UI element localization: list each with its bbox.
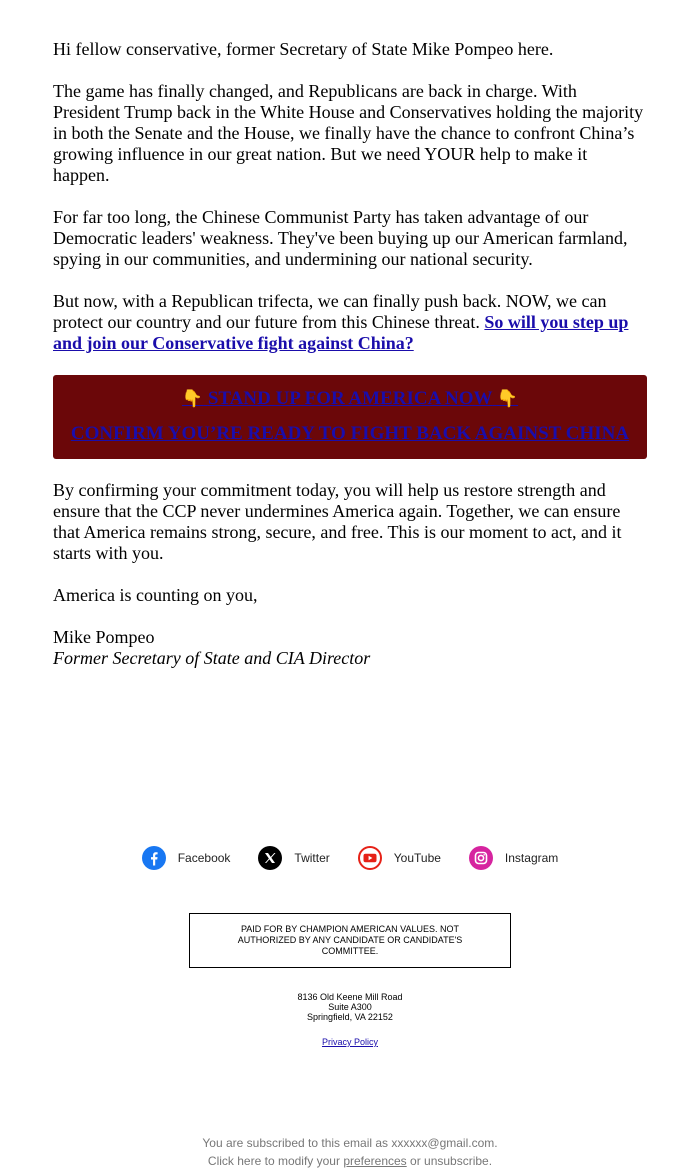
subscription-footer — [0, 1134, 700, 1169]
greeting: Hi fellow conservative, former Secretary of State Mike Pompeo here. — [53, 39, 554, 59]
signature-name: Mike Pompeo — [53, 627, 155, 647]
social-link-instagram[interactable] — [469, 846, 558, 870]
join-fight-link[interactable]: So will you step up and join our Conservative fight against China? — [53, 312, 629, 353]
privacy-policy-link[interactable]: Privacy Policy — [321, 1037, 378, 1047]
subscribed-text: You are subscribed to this email as xxxxxx@gmail.com. — [202, 1136, 498, 1150]
paragraph-4: By confirming your commitment today, you will help us restore strength and ensure that the CCP never undermines America again. Together, we can ensure that America remains strong, secure, and free. This is our moment to act, and it starts with you. — [53, 480, 622, 563]
instagram-icon — [469, 846, 493, 870]
social-link-youtube[interactable] — [358, 846, 441, 870]
paragraph-3-text: But now, with a Republican trifecta, we can finally push back. NOW, we can protect our country and our future from this Chinese threat. — [53, 291, 607, 332]
social-link-facebook[interactable] — [142, 846, 231, 870]
pointing-down-icon: 👇 — [181, 389, 204, 409]
cta-line-2: CONFIRM YOU’RE READY TO FIGHT BACK AGAINST CHINA — [70, 423, 630, 444]
paid-for-disclaimer: PAID FOR BY CHAMPION AMERICAN VALUES. NOT AUTHORIZED BY ANY CANDIDATE OR CANDIDATE'S COMMITTEE. — [189, 913, 511, 968]
social-label-instagram: Instagram — [504, 851, 559, 865]
address-line-2: Suite A300 — [328, 1002, 372, 1012]
pointing-down-icon: 👇 — [496, 389, 519, 409]
social-label-twitter: Twitter — [294, 851, 330, 865]
address-line-1: 8136 Old Keene Mill Road — [297, 992, 403, 1002]
modify-preferences-line — [0, 1152, 700, 1169]
x-twitter-icon — [258, 846, 282, 870]
modify-prefix: Click here to modify your — [207, 1154, 344, 1168]
signature-title: Former Secretary of State and CIA Director — [53, 648, 371, 668]
stand-up-cta-button[interactable] — [53, 375, 647, 459]
cta-line-1 — [53, 387, 647, 411]
social-link-twitter[interactable] — [258, 846, 329, 870]
modify-suffix: or unsubscribe. — [406, 1154, 493, 1168]
paragraph-3 — [53, 291, 647, 354]
preferences-link[interactable]: preferences — [343, 1154, 407, 1168]
social-label-facebook: Facebook — [177, 851, 231, 865]
mailing-address — [0, 992, 700, 1022]
paragraph-1: The game has finally changed, and Republicans are back in charge. With President Trump back in the White House and Conservatives holding the majority in both the Senate and the House, we finally have the chance to confront China’s growing influence in our great nation. But we need YOUR help to make it happen. — [53, 81, 644, 185]
facebook-icon — [142, 846, 166, 870]
social-links — [0, 846, 700, 870]
cta-line-1-text: STAND UP FOR AMERICA NOW — [207, 388, 493, 409]
youtube-icon — [358, 846, 382, 870]
privacy-section — [0, 1037, 700, 1047]
signature — [53, 627, 647, 669]
email-body — [53, 39, 647, 669]
address-line-3: Springfield, VA 22152 — [307, 1012, 393, 1022]
social-label-youtube: YouTube — [393, 851, 441, 865]
paragraph-2: For far too long, the Chinese Communist Party has taken advantage of our Democratic leaders' weakness. They've been buying up our American farmland, spying in our communities, and undermining our national security. — [53, 207, 628, 269]
closing: America is counting on you, — [53, 585, 258, 605]
